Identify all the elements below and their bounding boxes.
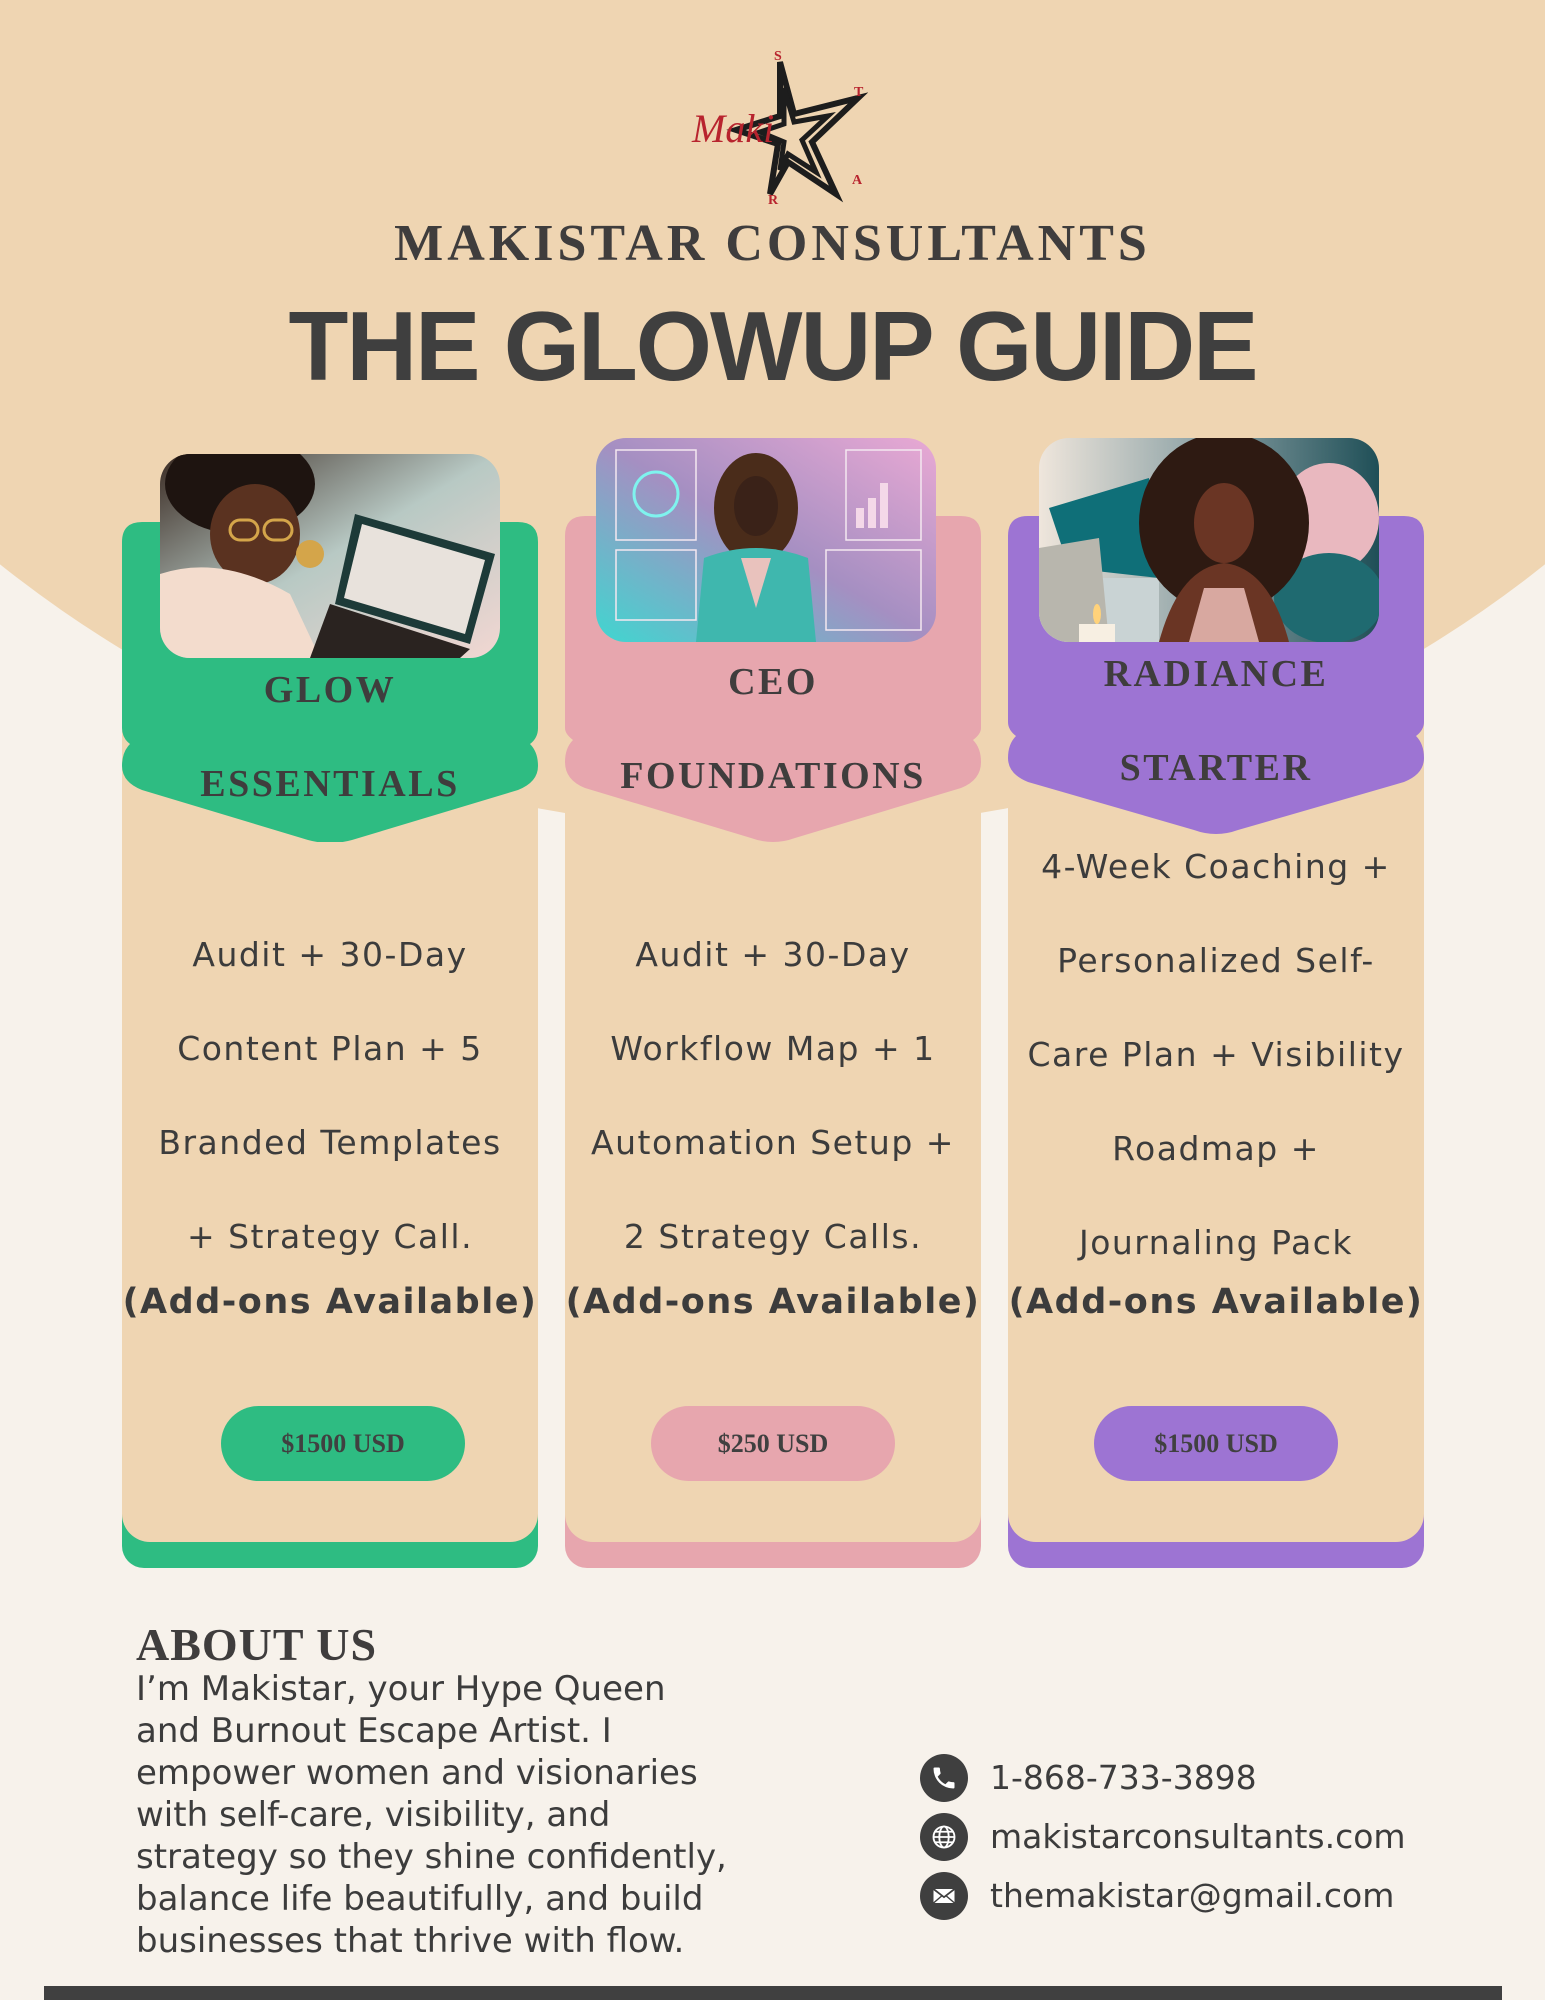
package-name-line2: ESSENTIALS [200,763,460,805]
price-button[interactable]: $250 USD [651,1406,895,1481]
footer-bar [44,1986,1502,2000]
svg-text:A: A [852,173,863,188]
star-logo-icon [688,44,868,204]
package-photo [160,454,500,658]
woman-laptop-image [160,454,500,658]
package-name-line1: CEO [728,661,818,703]
card-gap [981,828,1008,1568]
package-name-line2: STARTER [1119,747,1313,789]
addons-note: (Add-ons Available) [1008,1282,1424,1322]
svg-text:T: T [854,85,864,100]
package-card-ceo-foundations [565,516,981,1568]
contact-info [920,1748,1406,1925]
page-title: THE GLOWUP GUIDE [288,291,1257,401]
card-gap [538,828,565,1568]
price-button[interactable]: $1500 USD [1094,1406,1338,1481]
about-text: I’m Makistar, your Hype Queen and Burnout Escape Artist. I empower women and visionaries with self-care, visibility, and strategy so they shine confidently, balance life beautifully, and build businesses that thrive with flow. [136,1669,727,1961]
package-photo [596,438,936,642]
addons-note: (Add-ons Available) [565,1282,981,1322]
addons-note: (Add-ons Available) [122,1282,538,1322]
svg-text:S: S [774,49,782,64]
package-name-line1: RADIANCE [1103,653,1329,695]
contact-website[interactable] [920,1807,1406,1866]
package-description: Audit + 30-Day Content Plan + 5 Branded Templates + Strategy Call. [158,935,502,1256]
package-description: 4-Week Coaching + Personalized Self- Care Plan + Visibility Roadmap + Journaling Pack [1027,847,1405,1262]
package-photo [1039,438,1379,642]
phone-number: 1-868-733-3898 [990,1758,1257,1797]
email-address: themakistar@gmail.com [990,1876,1395,1915]
package-name-line2: FOUNDATIONS [620,755,926,797]
package-card-radiance-starter [1008,516,1424,1568]
company-name: MAKISTAR CONSULTANTS [394,215,1151,272]
price-button[interactable]: $1500 USD [221,1406,465,1481]
svg-text:R: R [768,193,779,204]
mail-icon [920,1872,968,1920]
logo [688,44,868,204]
globe-icon [920,1813,968,1861]
about-title: ABOUT US [136,1619,378,1670]
contact-phone[interactable] [920,1748,1406,1807]
package-card-glow-essentials [122,522,538,1568]
phone-icon [920,1754,968,1802]
svg-text:Maki: Maki [692,106,775,151]
website-link: makistarconsultants.com [990,1817,1406,1856]
contact-email[interactable] [920,1866,1406,1925]
package-description: Audit + 30-Day Workflow Map + 1 Automation Setup + 2 Strategy Calls. [591,935,955,1256]
package-name-line1: GLOW [263,669,397,711]
woman-relaxing-image [1039,438,1379,642]
woman-dashboard-image [596,438,936,642]
